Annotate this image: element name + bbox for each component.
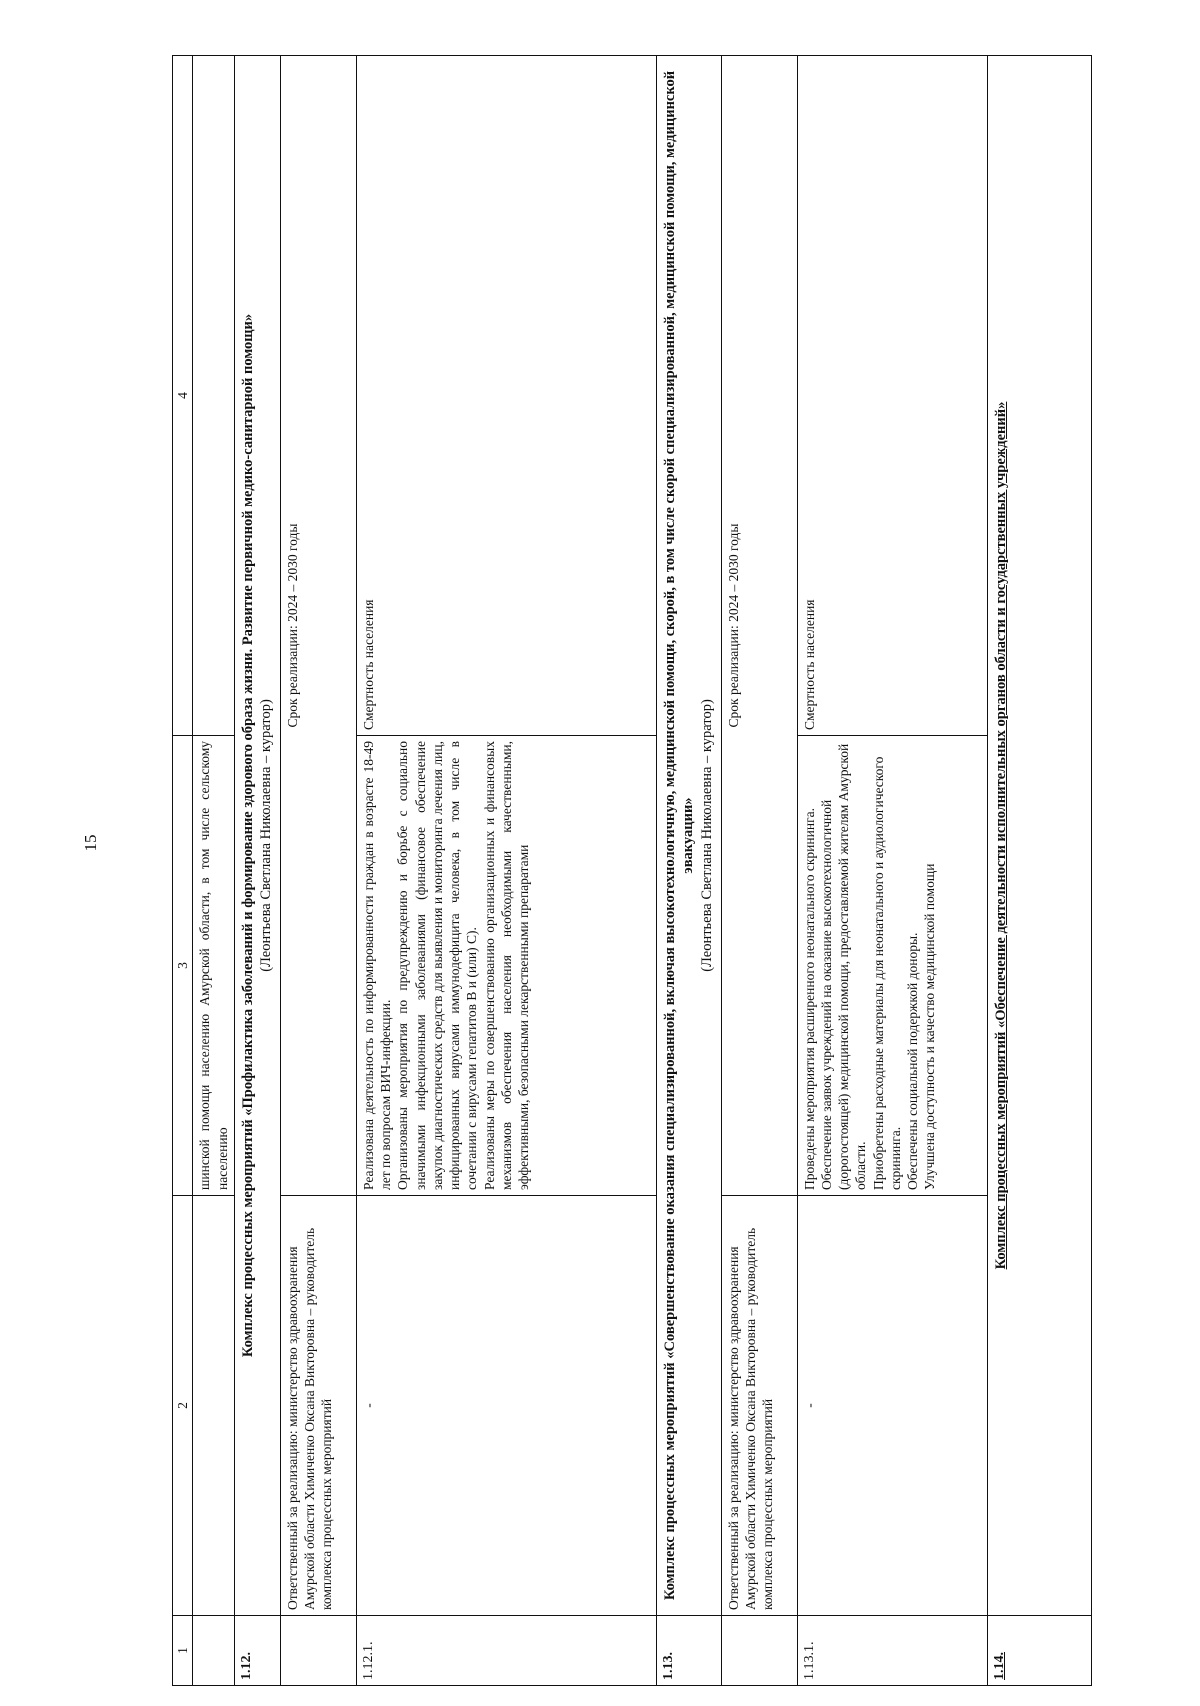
header-col-1: 1	[173, 1616, 193, 1686]
task-result-line: Улучшена доступность и качество медицинской помощи	[922, 863, 938, 1190]
implementation-period: Срок реализации: 2024 – 2030 годы	[721, 56, 797, 1196]
section-number-text: 1.14.	[991, 1652, 1007, 1680]
activities-table	[172, 55, 1092, 1686]
section-number	[987, 1616, 1091, 1686]
responsible-row	[280, 56, 356, 1686]
responsible-row	[721, 56, 797, 1686]
continuation-row	[193, 56, 235, 1686]
page-number: 15	[81, 834, 100, 852]
task-result-line: Реализованы меры по совершенствованию организационных и финансовых механизмов обеспечения населения необходимыми качественными, эффективными, безопасными лекарственными препаратами	[481, 741, 532, 1190]
responsible-text: Ответственный за реализацию: министерство здравоохранения Амурской области Химиченко Оксана Викторовна – руководитель комплекса процессных мероприятий	[721, 1196, 797, 1616]
section-title-row	[987, 56, 1091, 1686]
task-col-2: -	[797, 1196, 987, 1616]
task-row	[797, 56, 987, 1686]
section-title-row	[234, 56, 280, 1686]
landscape-table-area	[172, 56, 1092, 1686]
task-number: 1.13.1.	[797, 1616, 987, 1686]
task-result-line: Проведены мероприятия расширенного неонатального скрининга.	[801, 808, 817, 1190]
task-result-line: Обеспечены социальной подержкой доноры.	[905, 932, 921, 1190]
task-number: 1.12.1.	[356, 1616, 656, 1686]
task-results	[356, 736, 656, 1196]
section-title-text: Комплекс процессных мероприятий «Профилактика заболеваний и формирование здорового образа жизни. Развитие первичной медико-санитарной помощи»	[239, 313, 256, 1358]
task-results	[797, 736, 987, 1196]
section-number: 1.12.	[234, 1616, 280, 1686]
section-title-text: Комплекс процессных мероприятий «Совершенствование оказания специализированной, включая высокотехнологичную, медицинской помощи, скорой, в том числе скорой специализированной, медицинской помощи, медицинской эвакуации»	[661, 70, 697, 1601]
task-result-line: Организованы мероприятия по предупреждению и борьбе с социально значимыми инфекционными заболеваниями (финансовое обеспечение закупок диагностических средств для выявления и мониторинга лечения лиц, инфицированных вирусами иммунодефицита человека, в том числе в сочетании с вирусами гепатитов В и (или) С).	[395, 741, 480, 1190]
implementation-period: Срок реализации: 2024 – 2030 годы	[280, 56, 356, 1196]
section-title-text: Комплекс процессных мероприятий «Обеспечение деятельности исполнительных органов области и государственных учреждений»	[992, 401, 1009, 1270]
task-result-line: Реализована деятельность по информированности граждан в возрасте 18-49 лет по вопросам ВИЧ-инфекции.	[360, 741, 394, 1190]
continuation-text: шинской помощи населению Амурской области, в том числе сельскому населению	[193, 736, 235, 1196]
section-curator: (Леонтьева Светлана Николаевна – куратор)	[698, 699, 715, 972]
header-col-4: 4	[173, 56, 193, 736]
header-col-2: 2	[173, 1196, 193, 1616]
task-result-line: Приобретены расходные материалы для неонатального и аудиологического скрининга.	[870, 756, 903, 1190]
task-result-line: Обеспечение заявок учреждений на оказание высокотехнологичной (дорогостоящей) медицинской помощи, предоставляемой жителям Амурской области.	[818, 743, 869, 1190]
section-title-row	[656, 56, 721, 1686]
section-title	[987, 56, 1091, 1616]
section-number: 1.13.	[656, 1616, 721, 1686]
task-indicator: Смертность населения	[356, 56, 656, 736]
task-indicator: Смертность населения	[797, 56, 987, 736]
task-col-2: -	[356, 1196, 656, 1616]
section-title	[656, 56, 721, 1616]
header-col-3: 3	[173, 736, 193, 1196]
table-header-row	[173, 56, 193, 1686]
responsible-text: Ответственный за реализацию: министерство здравоохранения Амурской области Химиченко Оксана Викторовна – руководитель комплекса процессных мероприятий	[280, 1196, 356, 1616]
task-row	[356, 56, 656, 1686]
section-title	[234, 56, 280, 1616]
section-curator: (Леонтьева Светлана Николаевна – куратор)	[258, 699, 275, 972]
